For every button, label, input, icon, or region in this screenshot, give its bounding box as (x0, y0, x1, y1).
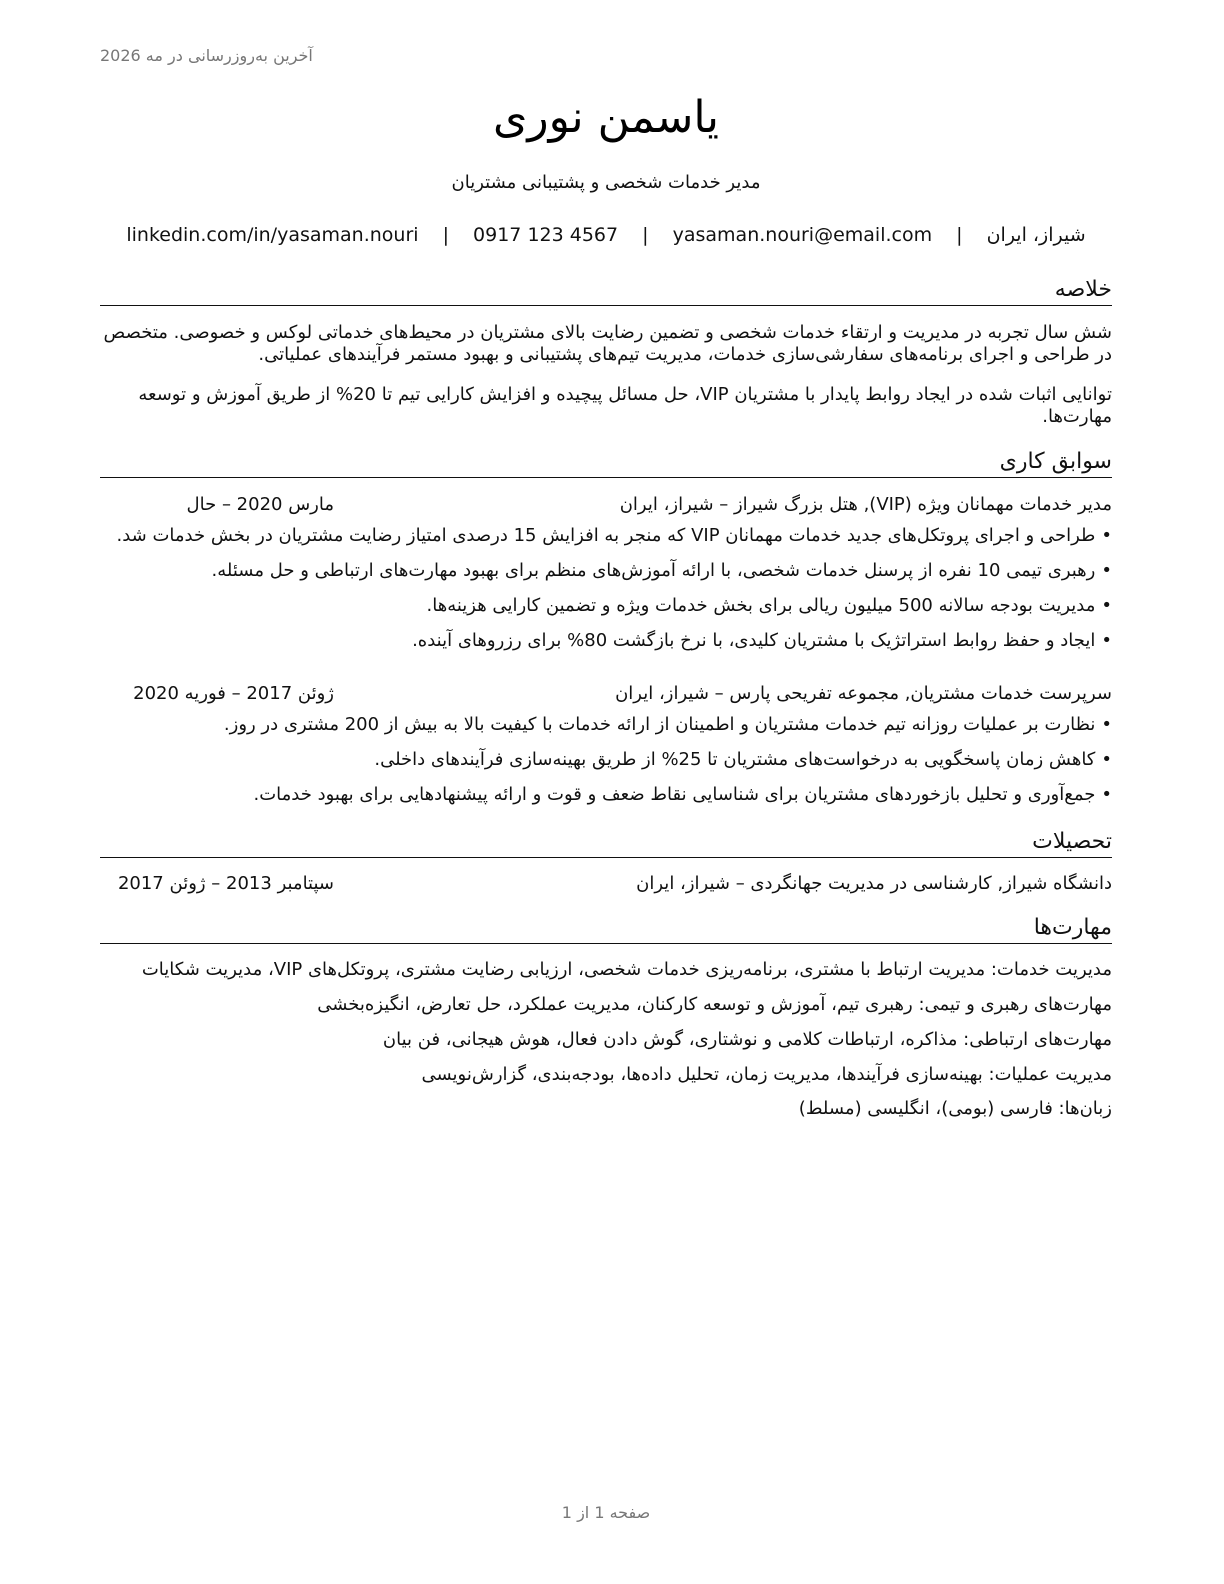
bullet-icon: • (1101, 560, 1112, 581)
job-bullet (100, 749, 1112, 771)
bullet-text: رهبری تیمی 10 نفره از پرسنل خدمات شخصی، با ارائه آموزش‌های منظم برای بهبود مهارت‌های ارتباطی و حل مسئله. (211, 560, 1096, 581)
education-dates: سپتامبر 2013 – ژوئن 2017 (117, 873, 334, 894)
contact-email[interactable]: yasaman.nouri@email.com (672, 224, 933, 246)
experience-heading: سوابق کاری (100, 448, 1112, 478)
contact-separator: | (956, 224, 963, 246)
job-bullet (100, 630, 1112, 652)
skills-heading: مهارت‌ها (100, 914, 1112, 944)
job-bullet (100, 714, 1112, 736)
bullet-text: مدیریت بودجه سالانه 500 میلیون ریالی برای بخش خدمات ویژه و تضمین کارایی هزینه‌ها. (426, 595, 1096, 616)
skill-line: مدیریت خدمات: مدیریت ارتباط با مشتری، برنامه‌ریزی خدمات شخصی، ارزیابی رضایت مشتری، پروتکل‌های VIP، مدیریت شکایات (141, 959, 1112, 980)
contact-location: شیراز، ایران (986, 224, 1086, 246)
job-bullet (100, 560, 1112, 582)
last-updated: آخرین به‌روزرسانی در مه 2026 (100, 46, 313, 65)
skill-line: زبان‌ها: فارسی (بومی)، انگلیسی (مسلط) (798, 1098, 1112, 1119)
resume-page (100, 0, 1112, 1584)
bullet-text: کاهش زمان پاسخگویی به درخواست‌های مشتریان تا 25% از طریق بهینه‌سازی فرآیندهای داخلی. (374, 749, 1096, 770)
summary-heading: خلاصه (100, 276, 1112, 306)
job-dates: ژوئن 2017 – فوریه 2020 (133, 683, 334, 704)
bullet-text: جمع‌آوری و تحلیل بازخوردهای مشتریان برای شناسایی نقاط ضعف و قوت و ارائه پیشنهادهایی برای بهبود خدمات. (253, 784, 1096, 805)
page-number: صفحه 1 از 1 (561, 1503, 651, 1522)
job-bullet (100, 784, 1112, 806)
bullet-icon: • (1101, 784, 1112, 805)
bullet-icon: • (1101, 749, 1112, 770)
contact-line (100, 224, 1112, 246)
skill-line: مهارت‌های رهبری و تیمی: رهبری تیم، آموزش و توسعه کارکنان، مدیریت عملکرد، حل تعارض، انگیزه‌بخشی (317, 994, 1112, 1015)
contact-linkedin[interactable]: linkedin.com/in/yasaman.nouri (126, 224, 419, 246)
job-dates: مارس 2020 – حال (186, 494, 334, 515)
job-bullet (100, 595, 1112, 617)
bullet-icon: • (1101, 595, 1112, 616)
bullet-icon: • (1101, 525, 1112, 546)
skill-line: مدیریت عملیات: بهینه‌سازی فرآیندها، مدیریت زمان، تحلیل داده‌ها، بودجه‌بندی، گزارش‌نویسی (421, 1064, 1112, 1085)
person-name: یاسمن نوری (492, 92, 720, 143)
education-heading: تحصیلات (100, 828, 1112, 858)
summary-paragraph: توانایی اثبات شده در ایجاد روابط پایدار با مشتریان VIP، حل مسائل پیچیده و افزایش کارایی تیم تا 20% از طریق آموزش و توسعه مهارت‌ها. (138, 384, 1112, 427)
bullet-icon: • (1101, 630, 1112, 651)
job-bullet (100, 525, 1112, 547)
skill-line: مهارت‌های ارتباطی: مذاکره، ارتباطات کلامی و نوشتاری، گوش دادن فعال، هوش هیجانی، فن بیان (382, 1029, 1112, 1050)
education-entry (100, 872, 1112, 896)
job-role: مدیر خدمات مهمانان ویژه (VIP), هتل بزرگ شیراز – شیراز، ایران (619, 494, 1112, 515)
contact-separator: | (442, 224, 449, 246)
bullet-text: نظارت بر عملیات روزانه تیم خدمات مشتریان و اطمینان از ارائه خدمات با کیفیت بالا به بیش از 200 مشتری در روز. (223, 714, 1096, 735)
contact-phone: 0917 123 4567 (473, 224, 619, 246)
bullet-text: ایجاد و حفظ روابط استراتژیک با مشتریان کلیدی، با نرخ بازگشت 80% برای رزروهای آینده. (412, 630, 1096, 651)
bullet-text: طراحی و اجرای پروتکل‌های جدید خدمات مهمانان VIP که منجر به افزایش 15 درصدی امتیاز رضایت مشتریان در بخش خدمات شد. (116, 525, 1096, 546)
education-institution: دانشگاه شیراز, کارشناسی در مدیریت جهانگردی – شیراز، ایران (636, 873, 1112, 894)
job-header (100, 493, 1112, 517)
bullet-icon: • (1101, 714, 1112, 735)
contact-separator: | (642, 224, 649, 246)
job-role: سرپرست خدمات مشتریان, مجموعه تفریحی پارس – شیراز، ایران (615, 683, 1112, 704)
job-header (100, 682, 1112, 706)
job-title: مدیر خدمات شخصی و پشتیبانی مشتریان (451, 172, 761, 193)
summary-paragraph: شش سال تجربه در مدیریت و ارتقاء خدمات شخصی و تضمین رضایت بالای مشتریان در محیط‌های خدماتی لوکس و خصوصی. متخصص در طراحی و اجرای برنامه‌های سفارشی‌سازی خدمات، مدیریت تیم‌های پشتیبانی و بهبود مستمر فرآیندهای عملیاتی. (103, 322, 1112, 365)
